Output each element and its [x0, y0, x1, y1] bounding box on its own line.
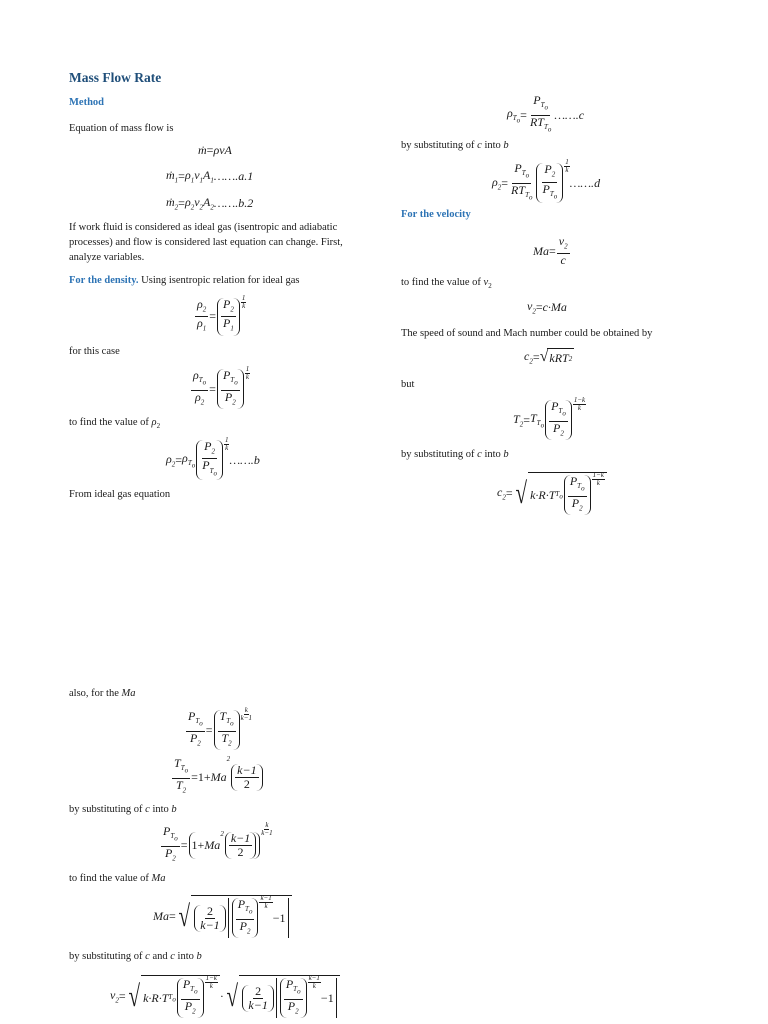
paragraph-sub-c-b-2: by substituting of c into b — [401, 449, 509, 460]
equation-mass-flow: ṁ = ρvA — [198, 143, 232, 157]
paragraph-mass-flow: Equation of mass flow is — [69, 123, 174, 134]
equation-pressure-temp: $P_{T_o}$ $P_2$ = $T_{T_o}$ $T_2$ k k−1 — [185, 710, 252, 750]
equation-speed-sound: $c_2$ = √ kRT 2 — [524, 348, 573, 366]
equation-density-ratio: $\rho_{T_o}$ $\rho_2$ = $P_{T_o}$ $P_2$ 1 k — [190, 369, 250, 409]
equation-c2-full: $c_2$ = √ k·R·T $T_o$ $P_{T_o}$ $P_2$ 1−k k — [497, 472, 607, 515]
equation-pressure-mach: $P_{T_o}$ $P_2$ = 1+ Ma 2 k−1 2 k k−1 — [163, 821, 273, 863]
equation-a1: ṁ$_1$ = $\rho_1v_1A_1$ ……. a.1 — [166, 168, 254, 185]
paragraph-find-ma: to find the value of Ma — [69, 873, 166, 884]
paragraph-for-this-case: for this case — [69, 346, 120, 357]
paragraph-find-rho2: to find the value of $\rho_2$ — [69, 417, 161, 431]
page-title: Mass Flow Rate — [69, 70, 162, 85]
equation-mach: Ma = $\frac{v_2}{c}$ — [533, 234, 568, 268]
paragraph-ideal-gas-eq: From ideal gas equation — [69, 489, 171, 500]
paragraph-speed-sound: The speed of sound and Mach number could be obtained by — [401, 328, 653, 339]
equation-v2: $v_2$ = c·Ma — [527, 299, 567, 316]
equation-isentropic: $\frac{\rho_2}{\rho_1}$ = $P_2$ $P_1$ 1 k — [194, 298, 246, 336]
paragraph-sub-c-b-3: by substituting of c into b — [69, 804, 177, 815]
equation-b: $\rho_2$ = $\rho_{T_o}$ $P_2$ $P_{T_o}$ 1 k ……. b — [166, 440, 260, 480]
velocity-heading: For the velocity — [401, 209, 471, 220]
equation-c: $\rho_{T_o}$ = $P_{T_o}$ $RT_{T_o}$ ……. c — [507, 93, 585, 134]
paragraph-sub-c-c-b: by substituting of c and c into b — [69, 951, 202, 962]
paragraph-sub-c-b-1: by substituting of c into b — [401, 140, 509, 151]
equation-ma: Ma = √ 2 k−1 $P_{T_o}$ $P_2$ k−1 k −1 — [153, 895, 292, 938]
density-line — [69, 273, 300, 288]
paragraph-but: but — [401, 379, 415, 390]
density-text: Using isentropic relation for ideal gas — [138, 275, 300, 286]
equation-temp-ratio: $T_{T_o}$ $T_2$ =1+ Ma 2 k−1 2 — [171, 757, 264, 797]
paragraph-also-ma: also, for the Ma — [69, 688, 136, 699]
equation-t2: $T_2$ = $T_{T_o}$ $P_{T_o}$ $P_2$ 1−k k — [513, 400, 586, 440]
paragraph-ideal-gas: If work fluid is considered as ideal gas (isentropic and adiabatic processes) and flow is considered last equation can change. First, analyze variables. — [69, 222, 343, 263]
density-label: For the density. — [69, 275, 139, 286]
equation-v2-full: $v_2$ = √ k·R·T $T_o$ $P_{T_o}$ $P_2$ 1−k k · √ 2 k−1 $P_{T_o}$ $P_2$ k−1 k −1 — [110, 975, 340, 1018]
equation-b2: ṁ$_2$ = $\rho_2v_2A_2$ ……. b.2 — [166, 195, 254, 212]
method-heading: Method — [69, 97, 104, 108]
paragraph-find-v2: to find the value of $v_2$ — [401, 277, 492, 291]
equation-d: $\rho_2$ = $P_{T_o}$ $RT_{T_o}$ $P_2$ $P_{T_o}$ 1 k ……. d — [492, 158, 601, 202]
